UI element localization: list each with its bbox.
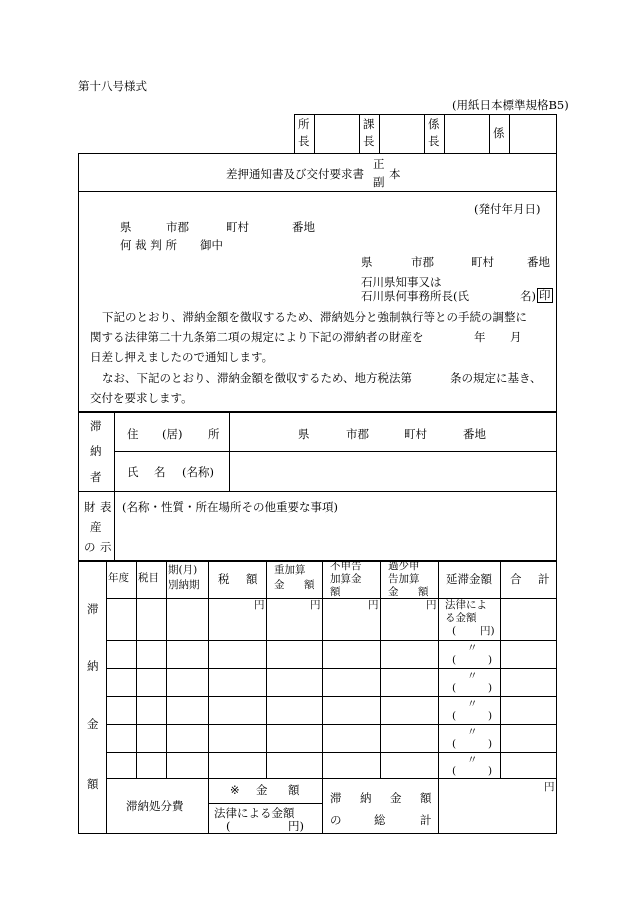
header-juukasan: 重加算 [274, 564, 306, 576]
header-kei: 計 [538, 572, 550, 586]
footer-law-amount: 法律による金額 [214, 806, 295, 820]
yen-fushinkoku: 円 [368, 599, 379, 611]
paren-close-1: ) [488, 654, 493, 666]
title-sei: 正 [373, 157, 385, 171]
header-fushinkoku: 不申告 [330, 560, 362, 572]
ditto-1: 〃 [467, 642, 478, 654]
taxpayer-ken: 県 [298, 427, 310, 441]
sender-line2: 石川県何事務所長(氏 [361, 289, 469, 303]
header-juukasan-gaku: 額 [304, 579, 315, 591]
property-note: (名称・性質・所在場所その他重要な事項) [122, 500, 338, 514]
yen-zeigaku: 円 [254, 599, 265, 611]
taxpayer-label-3: 者 [90, 470, 102, 484]
body-p2-line2: 交付を要求します。 [90, 391, 193, 405]
paper-size-note: (用紙日本標準規格B5) [452, 98, 569, 112]
header-fushinkoku-kasankin: 加算金 [330, 573, 362, 585]
taxpayer-shigun: 市郡 [346, 427, 369, 441]
total-label-2: 納 [360, 791, 372, 805]
law-amount-1: 法律によ [445, 599, 487, 611]
recipient-onchu: 御中 [200, 238, 223, 252]
name-label-mei: 名 [154, 465, 166, 479]
amount-side-2: 納 [87, 659, 99, 673]
total-label-1: 滞 [330, 791, 342, 805]
stamp-kakari: 係 [493, 126, 505, 140]
stamp-kakaricho-1: 係 [428, 117, 440, 131]
stamp-shocho-1: 所 [298, 117, 310, 131]
taxpayer-banchi: 番地 [463, 427, 486, 441]
paren-close-3: ) [488, 710, 493, 722]
kome-mark: ※ [230, 783, 240, 797]
address-label-jyu: 住 [127, 427, 139, 441]
footer-paren-close: 円) [288, 819, 304, 833]
fee-label: 滞納処分費 [126, 799, 184, 813]
law-amount-paren-open: ( [452, 625, 457, 637]
address-label-sho: 所 [208, 427, 220, 441]
ditto-2: 〃 [467, 670, 478, 682]
header-nendo: 年度 [108, 572, 129, 584]
stamp-kacho-2: 長 [363, 134, 375, 148]
recipient-chouson: 町村 [226, 220, 249, 234]
header-zeimoku: 税目 [138, 572, 159, 584]
property-label-no: の [84, 540, 96, 554]
law-amount-paren-close: 円) [480, 625, 495, 637]
header-gou: 合 [510, 572, 522, 586]
issue-date: (発付年月日) [474, 202, 541, 216]
stamp-kacho-1: 課 [363, 117, 375, 131]
recipient-court: 何 裁 判 所 [120, 238, 177, 252]
yen-kashou: 円 [426, 599, 437, 611]
title-fuku: 副 [373, 175, 385, 189]
header-zei: 税 [218, 572, 230, 586]
header-juukasan-kin: 金 [274, 579, 285, 591]
ditto-4: 〃 [467, 726, 478, 738]
paren-close-4: ) [488, 738, 493, 750]
taxpayer-chouson: 町村 [404, 427, 427, 441]
header-kibetsu-1: 期(月) [168, 564, 198, 576]
total-label-kei: 計 [420, 813, 432, 827]
sender-ken: 県 [361, 255, 373, 269]
header-entai: 延滞金額 [446, 572, 492, 586]
stamp-kakaricho-2: 長 [428, 134, 440, 148]
sender-mei: 名) [520, 289, 536, 303]
title-hon: 本 [389, 167, 401, 181]
recipient-ken: 県 [120, 220, 132, 234]
recipient-banchi: 番地 [292, 220, 315, 234]
header-fushinkoku-gaku: 額 [330, 586, 341, 598]
name-label-shi: 氏 [127, 465, 139, 479]
sender-banchi: 番地 [527, 255, 550, 269]
law-amount-2: る金額 [445, 612, 477, 624]
ditto-5: 〃 [467, 754, 478, 766]
stamp-shocho-2: 長 [298, 134, 310, 148]
header-kashou: 過少申 [388, 560, 420, 572]
ditto-3: 〃 [467, 698, 478, 710]
amount-side-1: 滞 [87, 602, 99, 616]
paren-open-5: ( [452, 765, 457, 777]
header-kashou-kin: 金 [388, 586, 399, 598]
total-label-3: 金 [390, 791, 402, 805]
taxpayer-label-1: 滞 [90, 419, 102, 433]
paren-open-4: ( [452, 738, 457, 750]
paren-open-1: ( [452, 654, 457, 666]
address-label-kyo: (居) [162, 427, 183, 441]
paren-open-3: ( [452, 710, 457, 722]
property-label-san: 産 [90, 520, 102, 534]
amount-side-4: 額 [87, 777, 99, 791]
header-gaku: 額 [246, 572, 258, 586]
total-label-4: 額 [420, 791, 432, 805]
body-p2-line1: なお、下記のとおり、滞納金額を徴収するため、地方税法第 [102, 371, 413, 385]
header-kashou-gaku: 額 [418, 586, 429, 598]
kome-gaku: 額 [288, 783, 300, 797]
kome-kin: 金 [256, 783, 268, 797]
property-label-zai: 財 [84, 500, 96, 514]
sender-line1: 石川県知事又は [361, 275, 442, 289]
seal-mark: 印 [539, 288, 551, 302]
footer-paren-open: ( [226, 819, 231, 833]
paren-close-5: ) [488, 765, 493, 777]
total-yen: 円 [544, 781, 555, 793]
header-kibetsu-2: 別納期 [168, 579, 200, 591]
amount-side-3: 金 [87, 717, 99, 731]
body-p1-line2: 関する法律第二十九条第二項の規定により下記の滞納者の財産を [90, 330, 424, 344]
taxpayer-label-2: 納 [90, 444, 102, 458]
sender-chouson: 町村 [471, 255, 494, 269]
document-title: 差押通知書及び交付要求書 [226, 167, 364, 181]
paren-open-2: ( [452, 682, 457, 694]
total-label-no: の [330, 813, 342, 827]
paren-close-2: ) [488, 682, 493, 694]
property-label-ji: 示 [100, 540, 112, 554]
body-p1-nen: 年 [474, 330, 486, 344]
header-kashou-kasan: 告加算 [388, 573, 420, 585]
recipient-shigun: 市郡 [166, 220, 189, 234]
name-label-meisho: (名称) [182, 465, 214, 479]
yen-juukasan: 円 [310, 599, 321, 611]
body-p1-line1: 下記のとおり、滞納金額を徴収するため、滞納処分と強制執行等との手続の調整に [102, 310, 528, 324]
total-label-sou: 総 [374, 813, 386, 827]
body-p1-line3: 日差し押えましたので通知します。 [90, 350, 274, 364]
sender-shigun: 市郡 [411, 255, 434, 269]
body-p1-tsuki: 月 [510, 330, 522, 344]
body-p2-jou: 条の規定に基き、 [450, 371, 542, 385]
form-number: 第十八号様式 [78, 79, 147, 93]
property-label-hyou: 表 [100, 500, 112, 514]
